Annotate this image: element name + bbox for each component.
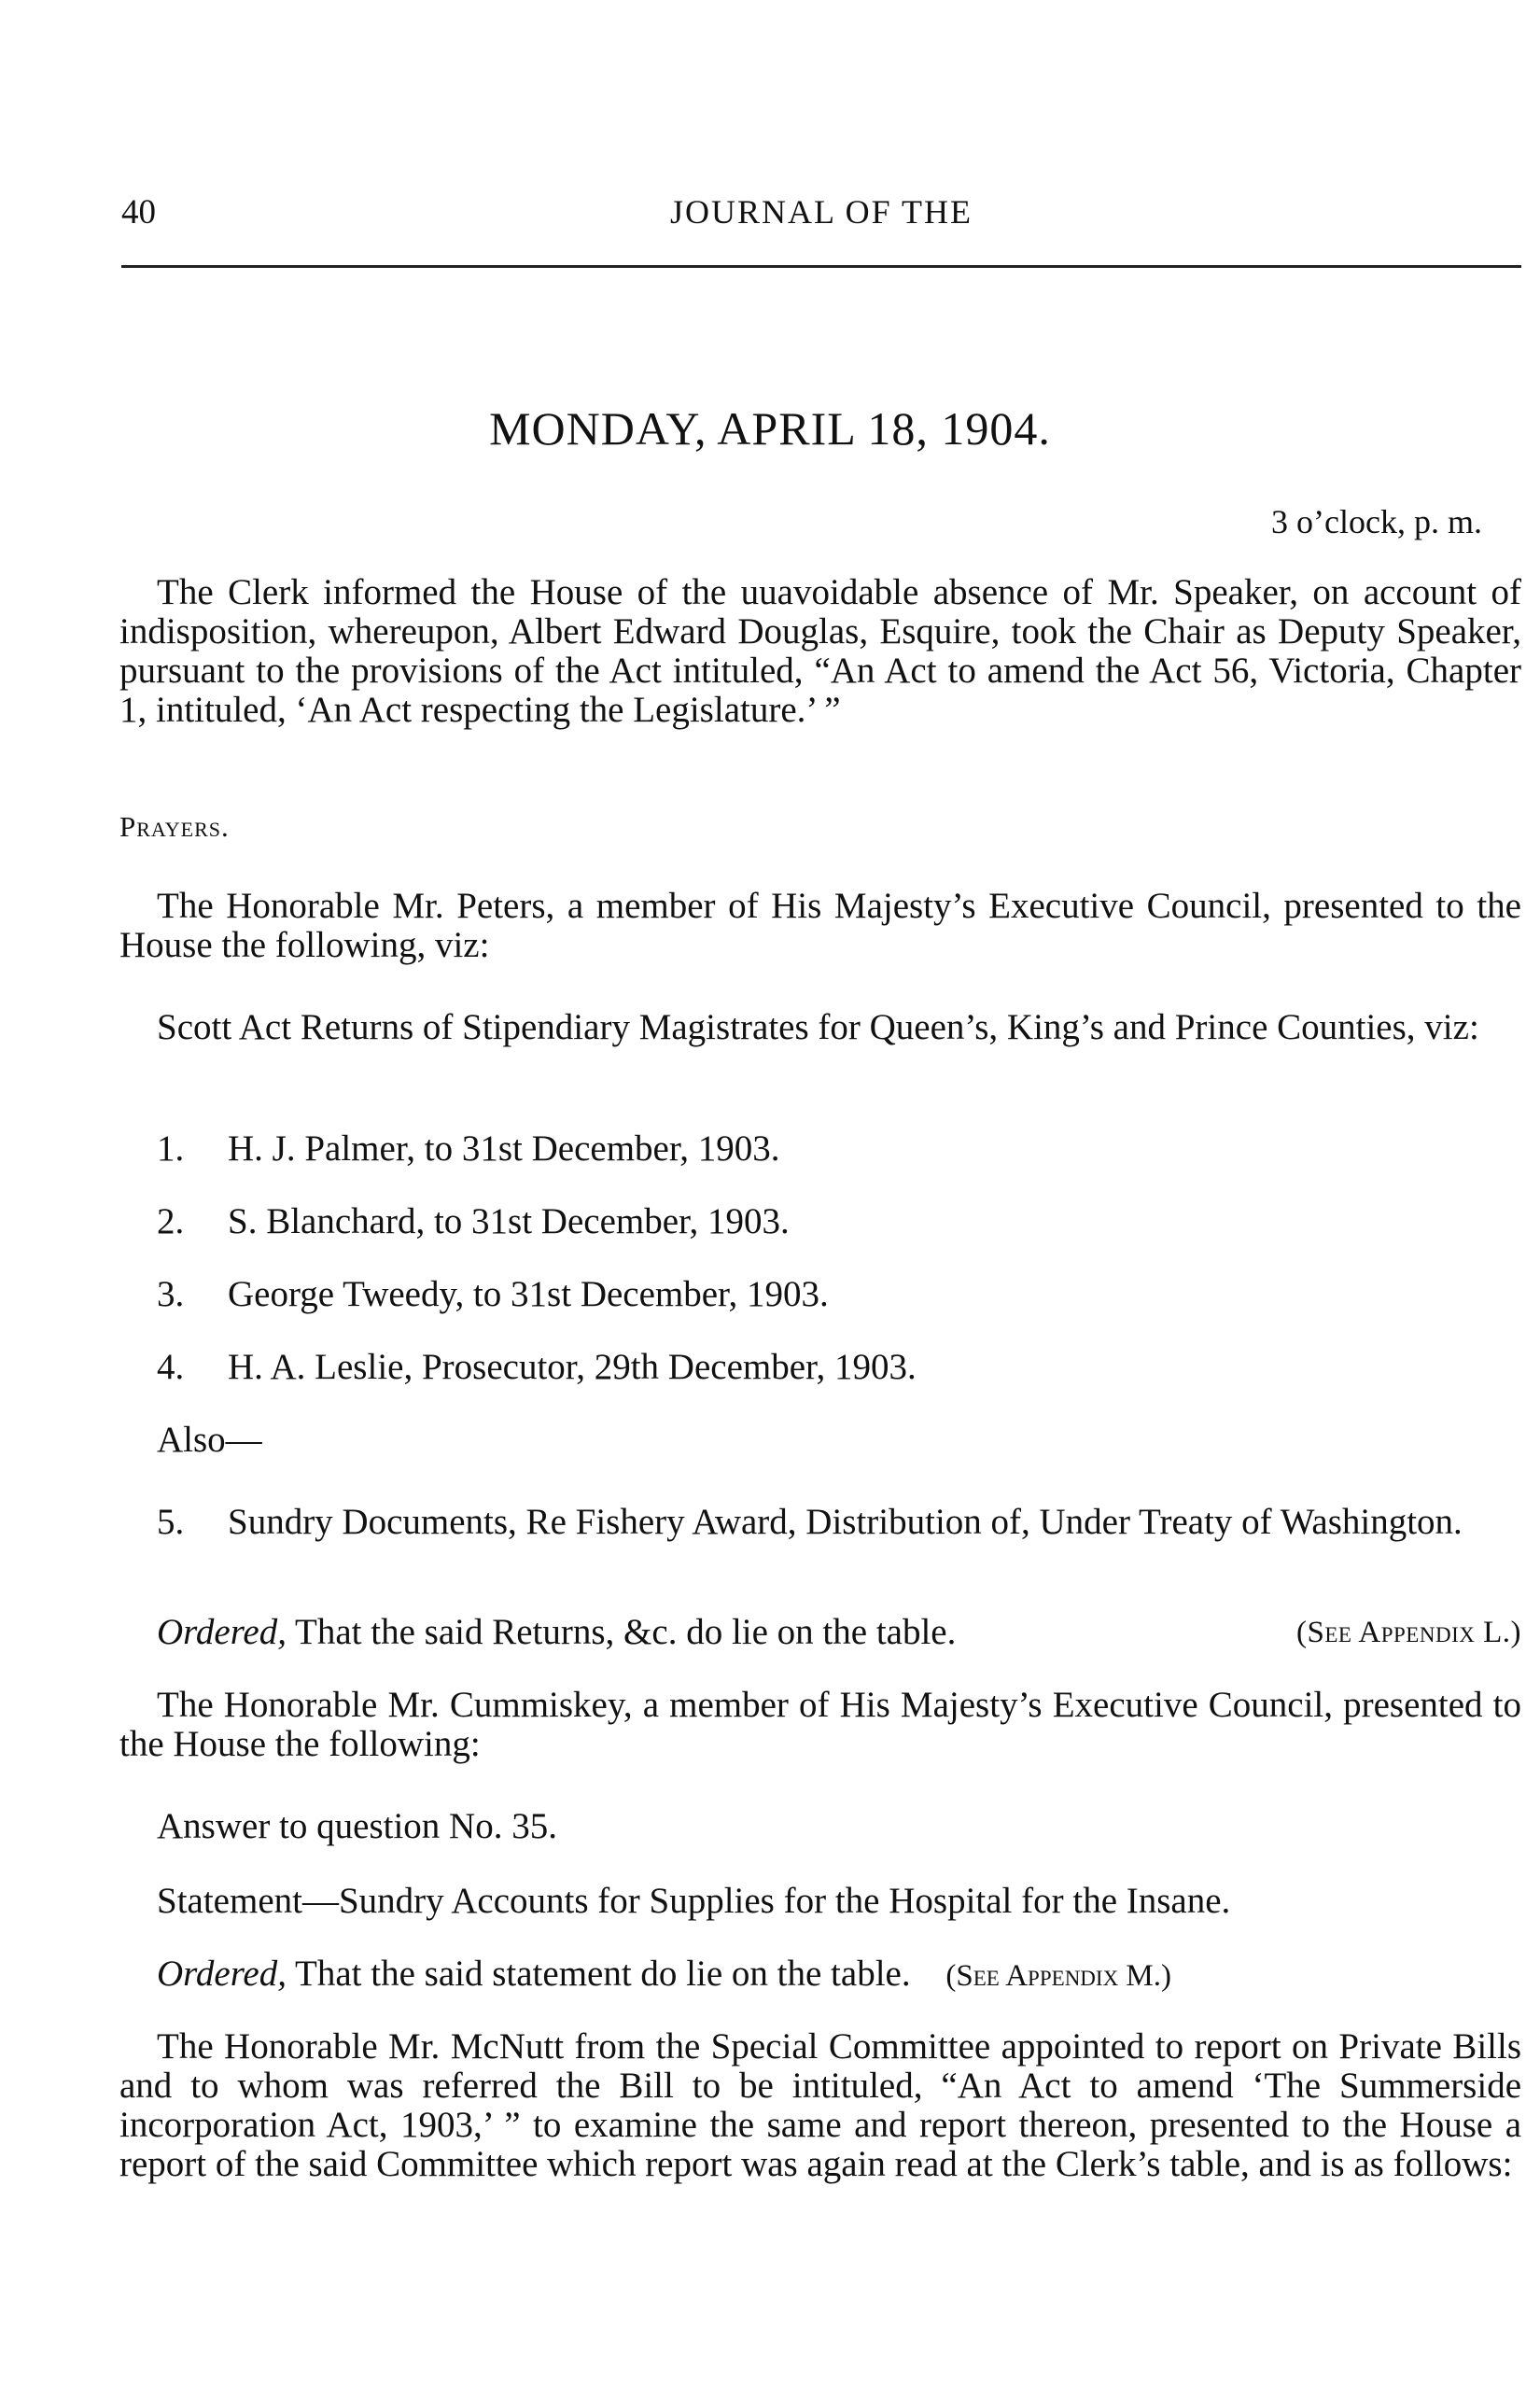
order-lead: Ordered, xyxy=(157,1612,287,1652)
order-lead: Ordered, xyxy=(157,1954,287,1994)
sitting-time: 3 o’clock, p. m. xyxy=(1271,503,1482,540)
running-title: JOURNAL OF THE xyxy=(669,193,973,231)
list-item-number: 2. xyxy=(157,1201,185,1241)
appendix-reference: (See Appendix L.) xyxy=(1296,1616,1521,1649)
clerk-informed-paragraph: The Clerk informed the House of the uuavoidable absence of Mr. Speaker, on account of indisposition, whereupon, Albert Edward Douglas, Esquire, took the Chair as Deputy Speaker, pursuant to the provisions of the Act intituled, “An Act to amend the Act 56, Victoria, Chapter 1, intituled, ‘An Act respecting the Legislature.’ ” xyxy=(119,572,1521,730)
scott-act-paragraph: Scott Act Returns of Stipendiary Magistrates for Queen’s, King’s and Prince Counties, viz: xyxy=(157,1007,1479,1047)
running-head xyxy=(121,192,1521,245)
date-heading: MONDAY, APRIL 18, 1904. xyxy=(489,402,1051,455)
peters-paragraph: The Honorable Mr. Peters, a member of His Majesty’s Executive Council, presented to the House the following, viz: xyxy=(119,886,1521,965)
order-line xyxy=(157,1955,1521,1996)
order-line xyxy=(157,1613,1521,1652)
prayers-heading: Prayers. xyxy=(119,810,230,843)
list-item-number: 1. xyxy=(157,1128,185,1169)
page-number: 40 xyxy=(121,193,156,231)
list-item-text: Sundry Documents, Re Fishery Award, Distribution of, Under Treaty of Washington. xyxy=(228,1502,1463,1542)
also-line: Also— xyxy=(157,1420,262,1460)
list-item-number: 5. xyxy=(157,1502,185,1542)
list-item-number: 3. xyxy=(157,1274,185,1314)
statement-line: Statement—Sundry Accounts for Supplies for the Hospital for the Insane. xyxy=(157,1881,1231,1921)
list-item-text: S. Blanchard, to 31st December, 1903. xyxy=(228,1201,790,1241)
list-item-number: 4. xyxy=(157,1347,185,1387)
cummiskey-paragraph: The Honorable Mr. Cummiskey, a member of His Majesty’s Executive Council, presented to the House the following: xyxy=(119,1685,1521,1764)
order-text: That the said Returns, &c. do lie on the table. xyxy=(287,1612,957,1652)
appendix-reference: (See Appendix M.) xyxy=(945,1959,1172,1993)
list-item-text: George Tweedy, to 31st December, 1903. xyxy=(228,1274,829,1314)
mcnutt-paragraph: The Honorable Mr. McNutt from the Special Committee appointed to report on Private Bills and to whom was referred the Bill to be intituled, “An Act to amend ‘The Summerside incorporation Act, 1903,’ ” to examine the same and report thereon, presented to the House a report of the said Committee which report was again read at the Clerk’s table, and is as follows: xyxy=(119,2026,1521,2184)
list-item-text: H. A. Leslie, Prosecutor, 29th December, 1903. xyxy=(228,1347,917,1387)
order-text: That the said statement do lie on the table. xyxy=(287,1954,911,1994)
list-item-text: H. J. Palmer, to 31st December, 1903. xyxy=(228,1128,780,1169)
header-rule xyxy=(121,265,1521,268)
answer-line: Answer to question No. 35. xyxy=(157,1806,557,1846)
